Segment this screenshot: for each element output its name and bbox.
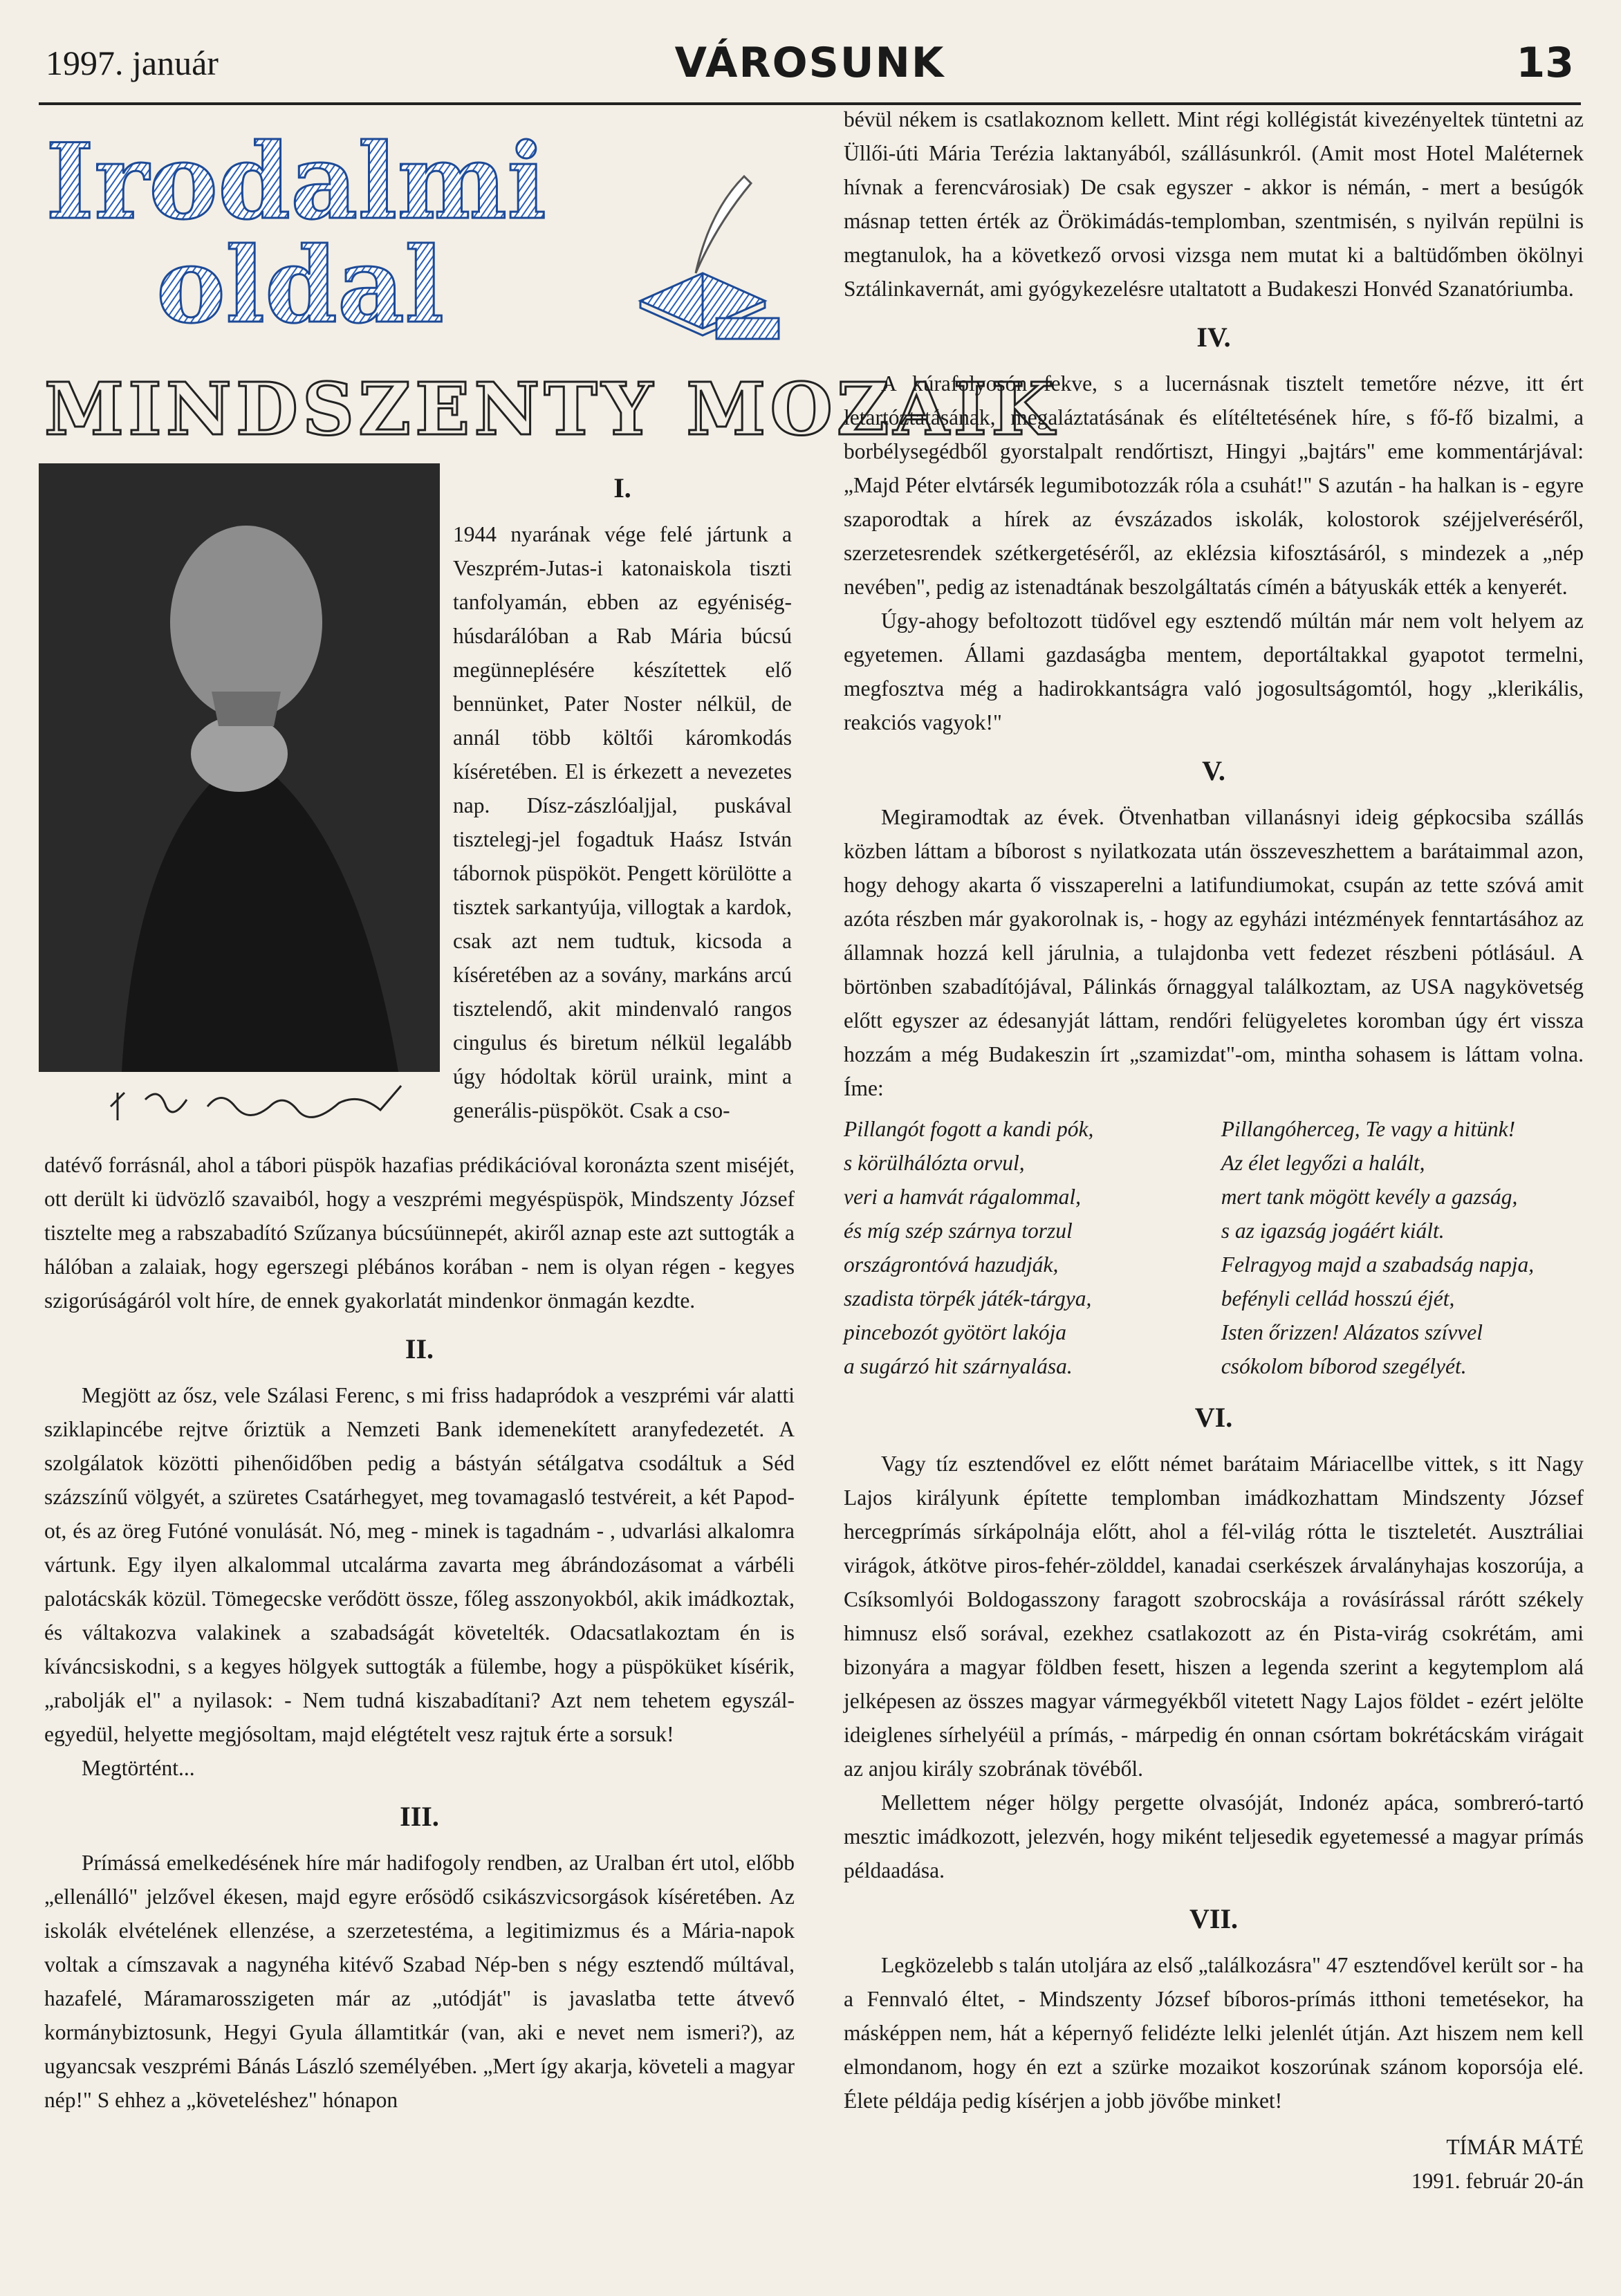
section-3-paragraph-1: Prímássá emelkedésének híre már hadifogoly rendben, az Uralban ért utol, előbb „ellenálló" jelzővel ékesen, majd egyre erősödő csikászvicsorgások kíséretében. Az iskolák elvételének ellenzése, a szerzetestéma, a legitimizmus és a Mária-napok voltak a címszavak a nagynéha kitévő Szabad Nép-ben s négy esztendő múltával, hazafelé, Máramarosszigeten már az „utódját" is javaslatba tette átvevő kormánybiztosunk, Hegyi Gyula államtitkár (van, aki e nevet nem ismeri?), az ugyancsak veszprémi Bánás László személyében. „Mert így akarja, követeli a magyar nép!" S ehhez a „követeléshez" hónapon: [44, 1851, 795, 2112]
poem-line: Pillangót fogott a kandi pók,: [844, 1117, 1094, 1141]
section-6-numeral: VI.: [1194, 1402, 1233, 1433]
issue-date: 1997. január: [46, 44, 219, 82]
poem-line: befényli cellád hosszú éjét,: [1221, 1286, 1455, 1311]
poem-line: s körülhálózta orvul,: [844, 1151, 1025, 1175]
newspaper-title: VÁROSUNK: [674, 39, 945, 87]
book-quill-icon: [640, 176, 779, 339]
left-column: [44, 1148, 795, 2117]
section-7-paragraph-1: Legközelebb s talán utoljára az első „találkozásra" 47 esztendővel került sor - ha a Fennvaló éltet, - Mindszenty József bíboros-prímás itthoni temetésekor, ha másképpen nem, hát a képernyő felidézte lelki jelenlét útján. Azt hiszem nem kell elmondanom, hogy én ezt a szürke mozaikot koszorúnak szánom koporsója elé. Élete példája pedig kísérjen a jobb jövőbe minket!: [844, 1953, 1584, 2113]
section-1-numeral: I.: [613, 472, 631, 503]
poem-right-stanza: [1221, 1112, 1584, 1383]
section-4-numeral: IV.: [1196, 322, 1231, 353]
poem-left-stanza: [844, 1112, 1206, 1383]
section-5-numeral: V.: [1202, 755, 1225, 786]
poem-line: Az élet legyőzi a halált,: [1221, 1151, 1425, 1175]
poem: [844, 1112, 1584, 1383]
section-7-numeral: VII.: [1189, 1903, 1239, 1934]
section-3-continuation: bévül nékem is csatlakoznom kellett. Mint régi kollégistát kivezényeltek tüntetni az Üllői-úti Mária Terézia laktanyából, szállásunkról. (Amit most Hotel Maléternek hívnak a ferencvárosiak) De csak egyszer - akkor is némán, - mert a besúgók másnap tetten érték az Örökimádás-templomban, szentmisén, s nyilván repülni is megtanulok, ha a következő orvosi vizsga nem mutat ki a baltüdőmben ökölnyi Sztálinkavernát, ami gyógykezelésre utaltatott a Budakeszi Honvéd Szanatóriumba.: [844, 107, 1584, 301]
section-2-paragraph-2: Megtörtént...: [82, 1756, 195, 1780]
portrait-image: [39, 463, 440, 1072]
poem-line: veri a hamvát rágalommal,: [844, 1185, 1081, 1209]
page-number: 13: [1516, 39, 1574, 87]
section-5-paragraph-1: Megiramodtak az évek. Ötvenhatban villanásnyi ideig gépkocsiba szállás közben láttam a bíborost s nyilatkozata után összeveszhettem a barátaimmal azon, hogy dehogy akarta ő visszaperelni a latifundiumokat, csupán az tette szóvá amit azóta részben már gyakorolnak is, - hogy az egyházi intézmények fenntartásához az államnak hozzá kell járulnia, a tulajdonba vett fedezet részbeni pótlásául. A börtönben szabadítójával, Pálinkás őrnaggyal találkoztam, az USA nagykövetség előtt egyszer az édesanyját láttam, rendőri felügyeletes koromban úgy ért vissza hozzám a még Budakeszin írt „szamizdat"-om, mintha sohasem is láttam volna. Íme:: [844, 805, 1584, 1100]
article-title: MINDSZENTY MOZAIK: [44, 367, 1058, 452]
section-2-numeral: II.: [405, 1333, 434, 1364]
masthead-line1: Irodalmi: [46, 121, 546, 243]
poem-line: szadista törpék játék-tárgya,: [844, 1286, 1092, 1311]
section-masthead: [39, 114, 799, 342]
page-header: [39, 26, 1581, 105]
masthead-graphic: [39, 114, 799, 342]
poem-line: Isten őrizzen! Alázatos szívvel: [1221, 1320, 1483, 1344]
section-3-numeral: III.: [400, 1801, 439, 1832]
section-4-paragraph-1: A kúrafolyosón fekve, s a lucernásnak tisztelt temetőre nézve, itt ért letartóztatásának, megaláztatásának és elítéltetésének híre, s fő-fő bizalmi, a borbélysegédből gyorstalpalt rendőrtiszt, Hingyi „bajtárs" eme kommentárjával: „Majd Péter elvtársék legumibotozzák róla a csuhát!" S azután - ha halkan is - egyre szaporodtak a hírek az évszázados iskolák, kolostorok széjjelveréséről, szerzetesrendek szétkergetéséről, az eklézsia kifosztásáról, s mindezek a „nép nevében", pedig az istenadtának beszolgáltatás címén a bátyuskák ették a kenyerét.: [844, 371, 1584, 599]
author-name: TÍMÁR MÁTÉ: [1446, 2135, 1584, 2159]
poem-line: és míg szép szárnya torzul: [844, 1219, 1073, 1243]
poem-line: a sugárzó hit szárnyalása.: [844, 1354, 1073, 1378]
section-6-paragraph-2: Mellettem néger hölgy pergette olvasóját, Indonéz apáca, sombreró-tartó mesztic imádkozott, jelezvén, hogy miként teljesedik egyetemessé a magyar prímás példaadása.: [844, 1790, 1584, 1882]
section-1-text-end: datévő forrásnál, ahol a tábori püspök hazafias prédikációval koronázta szent miséjét, ott derült ki üdvözlő szavaiból, hogy a veszprémi megyéspüspök, Mindszenty József tisztelte meg a rabszabadító Szűzanya búcsúünnepét, akiről aznap este azt suttogták a hálóban a zalaiak, hogy egerszegi plébános korában - nem is olyan régen - kegyes szigorúságáról volt híre, de ennek gyakorlatát mindenkor önmagán kezdte.: [44, 1153, 795, 1313]
poem-line: s az igazság jogáért kiált.: [1221, 1219, 1445, 1243]
masthead-line2: oldal: [156, 225, 445, 342]
poem-line: országrontóvá hazudják,: [844, 1252, 1059, 1277]
portrait-photo: [39, 463, 440, 1072]
right-column: [844, 102, 1584, 2198]
section-1-text-start: 1944 nyarának vége felé jártunk a Veszprém-Jutas-i katonaiskola tiszti tanfolyamán, ebben az egyéniség-húsdarálóban a Rab Mária búcsú megünneplésére készítettek elő bennünket, Pater Noster nélkül, de annál több költői káromkodás kíséretében. El is érkezett a nevezetes nap. Dísz-zászlóaljjal, puskával tisztelegj-jel fogadtuk Haász István tábornok püspököt. Pengett körülötte a tisztek sarkantyúja, villogtak a kardok, csak azt nem tudtuk, kicsoda a kíséretében az a sovány, markáns arcú tisztelendő, akit mindenvaló rangos cingulus és biretum nélkül legalább úgy hódoltak körül uraink, mint a generális-püspököt. Csak a cso-: [453, 522, 792, 1122]
section-1-narrow: [453, 456, 792, 1127]
poem-line: pincebozót gyötört lakója: [844, 1320, 1066, 1344]
poem-line: csókolom bíborod szegélyét.: [1221, 1354, 1467, 1378]
section-2-paragraph-1: Megjött az ősz, vele Szálasi Ferenc, s mi friss hadapródok a veszprémi vár alatti sziklapincébe rejtve őriztük a Nemzeti Bank idemenekített aranyfedezetét. A szolgálatok közötti pihenőidőben pedig a bástyán sétálgatva csodáltuk a Séd százszínű völgyét, a szüretes Csatárhegyet, meg tovamagasló testvéreit, a két Papod-ot, és az öreg Futóné vonulását. Nó, meg - minek is tagadnám - , udvarlási alkalomra vártunk. Egy ilyen alkalommal utcalárma zavarta meg ábrándozásomat a várbéli palotácskák közül. Tömegecske verődött össze, főleg asszonyokból, akik imádkoztak, és váltakozva valakinek a szabadságát követelték. Odacsatlakoztam én is kíváncsiskodni, s a kegyes hölgyek suttogták a fülembe, hogy a püspöküket kísérik, „rabolják el" a nyilasok: - Nem tudná kiszabadítani? Azt nem tehetem egyszál-egyedül, helyette megjósoltam, majd elégtételt vesz rajtuk érte a sorsuk!: [44, 1383, 795, 1746]
section-6-paragraph-1: Vagy tíz esztendővel ez előtt német barátaim Máriacellbe vittek, s itt Nagy Lajos királyunk építette templomban imádkozhattam Mindszenty József hercegprímás sírkápolnája előtt, ahol a fél-világ rótta le tiszteletét. Ausztráliai virágok, átkötve piros-fehér-zölddel, kanadai cserkészek árvalányhajas koszorúja, a Csíksomlyói Boldogasszony faragott szobrocskája a rovásírással rárótt székely himnusz első sorával, ezekhez csatlakozott az én Pista-virág csokrétám, ami bizonyára a magyar földben fesett, hiszen a legenda szerint a kegytemplom alá jelképesen az összes magyar vármegyékből vitetett Nagy Lajos földet - ezért jelölte ideiglenes sírhelyéül a prímás, - márpedig én onnan csórtam bokrétácskám virágait az anjou király szobrának tövéből.: [844, 1452, 1584, 1781]
signature-handwritten: [104, 1079, 408, 1127]
author-date: 1991. február 20-án: [1411, 2169, 1584, 2193]
section-4-paragraph-2: Úgy-ahogy befoltozott tüdővel egy esztendő múltán már nem volt helyem az egyetemen. Állami gazdaságba mentem, deportáltakkal gyapotot termelni, megfosztva még a hadirokkantságra való jogosultságomtól, hogy „klerikális, reakciós vagyok!": [844, 609, 1584, 734]
poem-line: mert tank mögött kevély a gazság,: [1221, 1185, 1518, 1209]
poem-line: Felragyog majd a szabadság napja,: [1221, 1252, 1535, 1277]
poem-line: Pillangóherceg, Te vagy a hitünk!: [1221, 1117, 1516, 1141]
